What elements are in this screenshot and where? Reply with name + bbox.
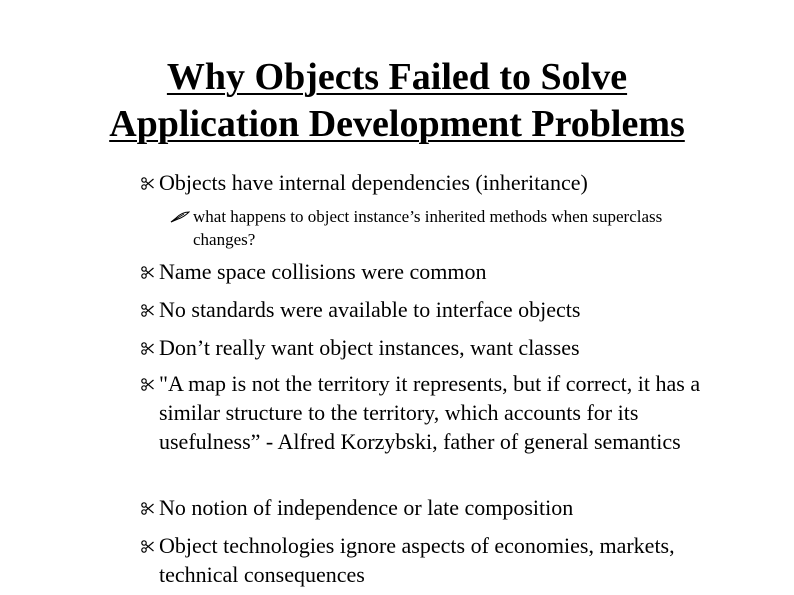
scissors-icon: [141, 177, 154, 190]
bullet-text: Object technologies ignore aspects of economies, markets, technical consequences: [159, 533, 675, 587]
bullet-text: No standards were available to interface objects: [159, 297, 581, 322]
bullet-text: "A map is not the territory it represents, but if correct, it has a similar structure to the territory, which accounts for its usefulness” - Alfred Korzybski, father of general semantics: [159, 371, 701, 454]
sub-bullet-text: what happens to object instance’s inherited methods when superclass changes?: [193, 207, 663, 249]
scissors-icon: [141, 342, 154, 355]
slide-title: [0, 54, 794, 148]
bullet-text: Don’t really want object instances, want classes: [159, 335, 580, 360]
quill-pen-icon: [170, 211, 190, 223]
scissors-icon: [141, 266, 154, 279]
title-line-2: Application Development Problems: [109, 103, 685, 145]
bullet-text: No notion of independence or late composition: [159, 495, 574, 520]
title-line-1: Why Objects Failed to Solve: [166, 56, 628, 98]
scissors-icon: [141, 304, 154, 317]
bullet-text: Objects have internal dependencies (inheritance): [159, 170, 588, 195]
scissors-icon: [141, 502, 154, 515]
scissors-icon: [141, 378, 154, 391]
scissors-icon: [141, 540, 154, 553]
bullet-text: Name space collisions were common: [159, 259, 487, 284]
